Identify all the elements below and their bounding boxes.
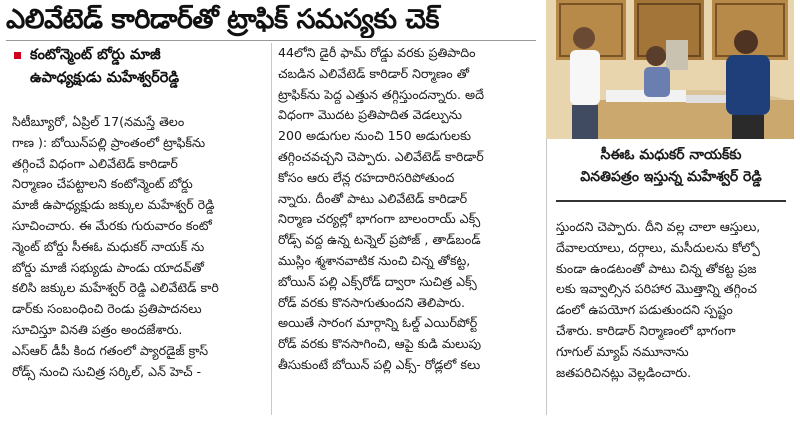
text-line: జతపరిచినట్లు వెల్లడించారు. (556, 364, 692, 380)
text-line: డంలో ఉపయోగ పడుతుందని స్పష్టం (556, 302, 733, 318)
text-line: కుండా ఉండటంతో పాటు చిన్న తోకట్ట ప్రజ (556, 260, 757, 276)
text-line: తగ్గించే విధంగా ఎలివేటెడ్ కారిడార్ (12, 155, 178, 171)
text-line: మాజీ ఉపాధ్యక్షుడు జక్కుల మహేశ్వర్ రెడ్డి (12, 197, 215, 213)
photo-illustration (546, 0, 794, 139)
article-column-2 (278, 43, 536, 376)
headline: ఎలివేటెడ్ కారిడార్‌తో ట్రాఫిక్ సమస్యకు చెక్ (6, 4, 439, 35)
text-line: బోయిన్ పల్లి ఎక్స్‌రోడ్ ద్వారా సుచిత్ర ఎక్స్ (278, 273, 477, 289)
text-line: దేవాలయాలు, దర్గాలు, మసీదులను కోల్పో (556, 239, 760, 255)
article-column-1 (12, 112, 268, 382)
text-line: విధంగా మొదట ప్రతిపాదిత వెడల్పును (278, 107, 462, 123)
text-line: చేశారు. కారిడార్ నిర్మాణంలో భాగంగా (556, 322, 736, 338)
column-divider (271, 43, 272, 415)
text-line: సిటీబ్యూరో, ఏప్రిల్ 17(నమస్తే తెలం (12, 114, 185, 129)
headline-divider (6, 40, 536, 41)
caption-divider (556, 200, 786, 202)
text-line: ట్రాఫిక్‌ను పెద్ద ఎత్తున తగ్గిస్తుందన్నారు. అదే (278, 86, 485, 102)
text-line: రోడ్ వరకు కొనసాగించి, ఆపై కుడి మలుపు (278, 336, 482, 352)
text-line: ఎస్‌ఆర్ డీపీ కింద గతంలో ప్యారడైజ్ క్రాస్ (12, 342, 209, 358)
text-line: స్తుందని చెప్పారు. దీని వల్ల చాలా ఆస్తులు, (556, 219, 761, 234)
byline-line-2: ఉపాధ్యక్షుడు మహేశ్వర్‌రెడ్డి (30, 70, 180, 86)
text-line: అయితే సారంగ మార్గాన్ని ఓల్డ్ ఎయిర్‌పోర్ట్ (278, 315, 478, 331)
text-line: రోడ్స్ వద్ద ఉన్న టన్నెల్ ప్రపోజ్ , తాడ్‌బండ్ (278, 232, 481, 248)
text-line: కోసం ఆరు లేన్ల రహదారిసరిపోతుంద (278, 169, 455, 185)
text-line: సూచిస్తూ వినతి పత్రం అందజేశారు. (12, 321, 183, 337)
photo-caption (556, 144, 786, 194)
text-line: చబడిన ఎలివేటెడ్ కారిడార్ నిర్మాణం తో (278, 65, 469, 81)
red-square-bullet-icon (14, 52, 21, 59)
text-line: గాణ ): బోయిన్‌పల్లి ప్రాంతంలో ట్రాఫిక్‌ను (12, 134, 206, 150)
text-line: తీసుకుంటే బోయిన్ పల్లి ఎక్స్- రోడ్లలో కలు (278, 356, 481, 372)
text-line: 200 అడుగుల నుంచి 150 అడుగులకు (278, 128, 472, 144)
text-line: ముస్లిం శ్మశానవాటిక నుంచి చిన్న తోకట్ట, (278, 252, 471, 268)
article-column-3 (556, 217, 792, 383)
text-line: డార్‌కు సంబంధించి రెండు ప్రతిపాదనలు (12, 301, 202, 317)
text-line: కలిసి జక్కుల మహేశ్వర్ రెడ్డి ఎలివేటెడ్ కారి (12, 280, 219, 296)
news-photo (546, 0, 794, 139)
text-line: నిర్మాణ చర్యల్లో భాగంగా బాలంరాయ్ ఎక్స్ (278, 211, 481, 227)
text-line: లకు ఇవ్వాల్సిన పరిహార మొత్తాన్ని తగ్గించ (556, 281, 757, 297)
text-line: న్మెంట్ బోర్డు సీఈఓ మధుకర్ నాయక్ ను (12, 238, 205, 254)
text-line: సూచించారు. ఈ మేరకు గురువారం కంటో (12, 217, 212, 233)
text-line: నిర్మాణం చేపట్టాలని కంటోన్మెంట్ బోర్డు (12, 176, 193, 192)
caption-line-2: వినతిపత్రం ఇస్తున్న మహేశ్వర్ రెడ్డి (580, 169, 762, 185)
text-line: రోడ్స్ నుంచి సుచిత్ర సర్కిల్, ఎన్ హెచ్ - (12, 363, 202, 379)
text-line: రోడ్ వరకు కొనసాగుతుందని తెలిపారు. (278, 294, 466, 310)
text-line: గూగుల్ మ్యాప్ నమూనాను (556, 343, 689, 359)
text-line: 44లోని డైరీ ఫామ్ రోడ్డు వరకు ప్రతిపాదిం (278, 45, 476, 60)
text-line: న్నారు. దీంతో పాటు ఎలివేటెడ్ కారిడార్ (278, 190, 468, 206)
caption-line-1: సీఈఓ మధుకర్ నాయక్‌కు (600, 147, 742, 163)
byline-line-1: కంటోన్మెంట్ బోర్డు మాజీ (30, 47, 161, 63)
text-line: తగ్గించవచ్చని చెప్పారు. ఎలివేటెడ్ కారిడార్ (278, 148, 484, 164)
text-line: బోర్డు మాజీ సభ్యుడు పాండు యాదవ్‌తో (12, 259, 204, 275)
